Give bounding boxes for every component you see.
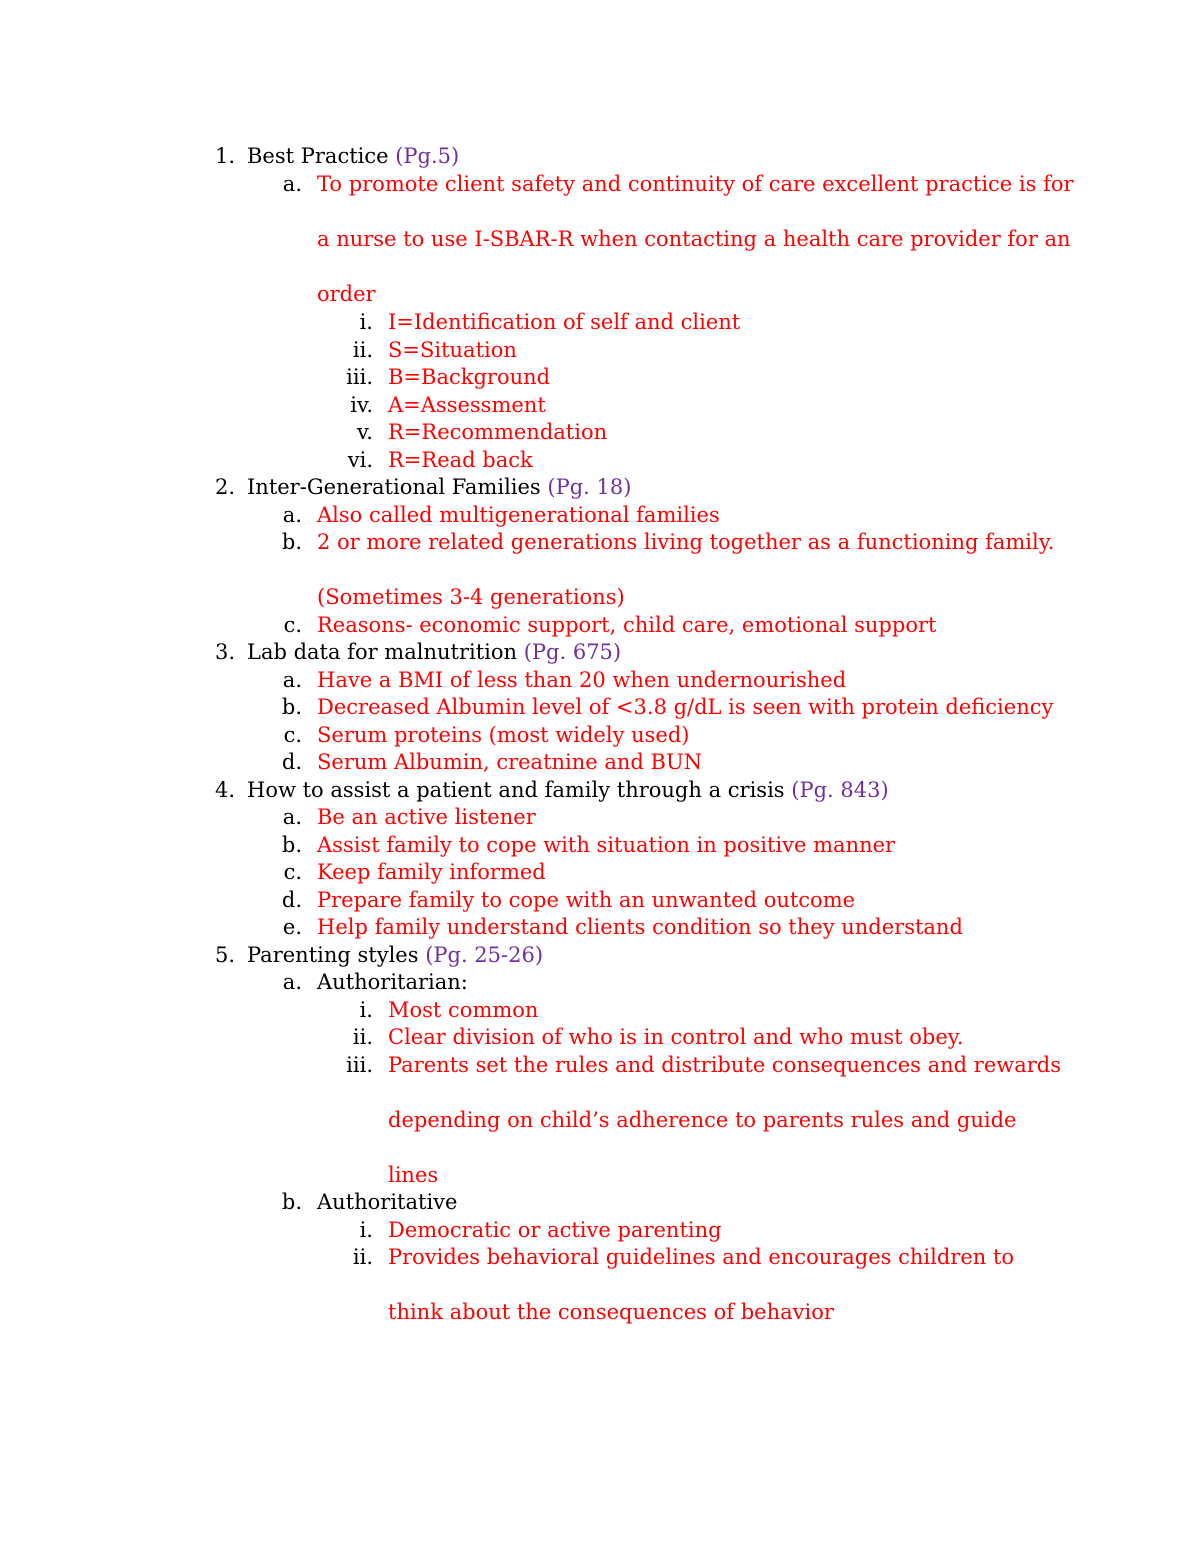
list-marker: c. (283, 613, 302, 637)
list-marker: iv. (350, 393, 373, 417)
page-reference: (Pg. 843) (791, 778, 889, 802)
topic-title: Parenting styles (247, 943, 419, 967)
list-item (0, 170, 1200, 198)
list-marker: iii. (346, 1053, 373, 1077)
answer-text: order (317, 282, 376, 306)
list-item (0, 776, 1200, 804)
answer-text: Reasons- economic support, child care, emotional support (317, 613, 937, 637)
list-item (0, 336, 1200, 364)
list-item-continuation (0, 1106, 1200, 1134)
answer-text: think about the consequences of behavior (388, 1300, 834, 1324)
answer-text: Keep family informed (317, 860, 546, 884)
subtopic-label: Authoritarian: (317, 970, 468, 994)
list-item-continuation (0, 1161, 1200, 1189)
list-marker: a. (282, 805, 302, 829)
answer-text: I=Identification of self and client (388, 310, 741, 334)
answer-text: Have a BMI of less than 20 when undernourished (317, 668, 847, 692)
list-item (0, 638, 1200, 666)
list-item-continuation (0, 280, 1200, 308)
answer-text: Parents set the rules and distribute consequences and rewards (388, 1053, 1062, 1077)
list-item (0, 501, 1200, 529)
topic-title: Lab data for malnutrition (247, 640, 518, 664)
list-item (0, 528, 1200, 556)
list-item (0, 363, 1200, 391)
list-marker: d. (281, 750, 302, 774)
list-marker: ii. (352, 338, 373, 362)
topic-title: How to assist a patient and family through a crisis (247, 778, 785, 802)
list-marker: e. (282, 915, 302, 939)
list-item (0, 1023, 1200, 1051)
list-marker: i. (359, 310, 373, 334)
list-marker: c. (283, 860, 302, 884)
answer-text: Also called multigenerational families (317, 503, 720, 527)
list-item (0, 142, 1200, 170)
list-marker: d. (281, 888, 302, 912)
list-item (0, 446, 1200, 474)
topic-title: Inter-Generational Families (247, 475, 541, 499)
list-marker: vi. (347, 448, 373, 472)
list-item (0, 996, 1200, 1024)
list-item (0, 886, 1200, 914)
list-item (0, 748, 1200, 776)
list-item (0, 831, 1200, 859)
list-item (0, 611, 1200, 639)
list-marker: ii. (352, 1025, 373, 1049)
list-marker: ii. (352, 1245, 373, 1269)
list-marker: b. (281, 1190, 302, 1214)
list-marker: iii. (346, 365, 373, 389)
list-item (0, 858, 1200, 886)
list-marker: c. (283, 723, 302, 747)
list-item-continuation (0, 225, 1200, 253)
answer-text: (Sometimes 3-4 generations) (317, 585, 625, 609)
answer-text: a nurse to use I-SBAR-R when contacting a health care provider for an (317, 227, 1071, 251)
list-item (0, 941, 1200, 969)
answer-text: Help family understand clients condition so they understand (317, 915, 963, 939)
answer-text: Most common (388, 998, 539, 1022)
list-item (0, 666, 1200, 694)
list-marker: 1. (214, 144, 235, 168)
answer-text: Serum Albumin, creatnine and BUN (317, 750, 703, 774)
answer-text: R=Recommendation (388, 420, 608, 444)
list-item (0, 1188, 1200, 1216)
list-marker: b. (281, 530, 302, 554)
list-marker: i. (359, 1218, 373, 1242)
list-marker: b. (281, 833, 302, 857)
answer-text: Serum proteins (most widely used) (317, 723, 690, 747)
answer-text: A=Assessment (388, 393, 546, 417)
answer-text: Prepare family to cope with an unwanted outcome (317, 888, 856, 912)
list-item (0, 308, 1200, 336)
answer-text: R=Read back (388, 448, 533, 472)
list-marker: b. (281, 695, 302, 719)
page-reference: (Pg. 18) (547, 475, 632, 499)
answer-text: To promote client safety and continuity of care excellent practice is for (317, 172, 1074, 196)
answer-text: Decreased Albumin level of <3.8 g/dL is seen with protein deficiency (317, 695, 1054, 719)
list-item (0, 1051, 1200, 1079)
list-marker: a. (282, 970, 302, 994)
answer-text: B=Background (388, 365, 551, 389)
page-reference: (Pg. 675) (523, 640, 622, 664)
answer-text: Assist family to cope with situation in positive manner (317, 833, 896, 857)
list-item-continuation (0, 583, 1200, 611)
list-item (0, 693, 1200, 721)
list-marker: 3. (214, 640, 235, 664)
list-marker: a. (282, 668, 302, 692)
list-marker: 5. (214, 943, 235, 967)
list-marker: a. (282, 172, 302, 196)
list-marker: 4. (214, 778, 235, 802)
answer-text: 2 or more related generations living together as a functioning family. (317, 530, 1055, 554)
list-item (0, 1243, 1200, 1271)
list-item (0, 473, 1200, 501)
list-marker: 2. (214, 475, 235, 499)
list-item (0, 968, 1200, 996)
answer-text: Provides behavioral guidelines and encourages children to (388, 1245, 1015, 1269)
list-item (0, 1216, 1200, 1244)
list-marker: i. (359, 998, 373, 1022)
list-item (0, 391, 1200, 419)
topic-title: Best Practice (247, 144, 389, 168)
list-item-continuation (0, 1298, 1200, 1326)
page-reference: (Pg.5) (395, 144, 460, 168)
answer-text: Be an active listener (317, 805, 536, 829)
subtopic-label: Authoritative (317, 1190, 458, 1214)
answer-text: depending on child’s adherence to parents rules and guide (388, 1108, 1017, 1132)
list-item (0, 913, 1200, 941)
list-item (0, 418, 1200, 446)
answer-text: S=Situation (388, 338, 517, 362)
answer-text: lines (388, 1163, 439, 1187)
list-item (0, 803, 1200, 831)
answer-text: Clear division of who is in control and who must obey. (388, 1025, 964, 1049)
page-reference: (Pg. 25-26) (425, 943, 544, 967)
list-item (0, 721, 1200, 749)
answer-text: Democratic or active parenting (388, 1218, 722, 1242)
list-marker: a. (282, 503, 302, 527)
list-marker: v. (356, 420, 373, 444)
